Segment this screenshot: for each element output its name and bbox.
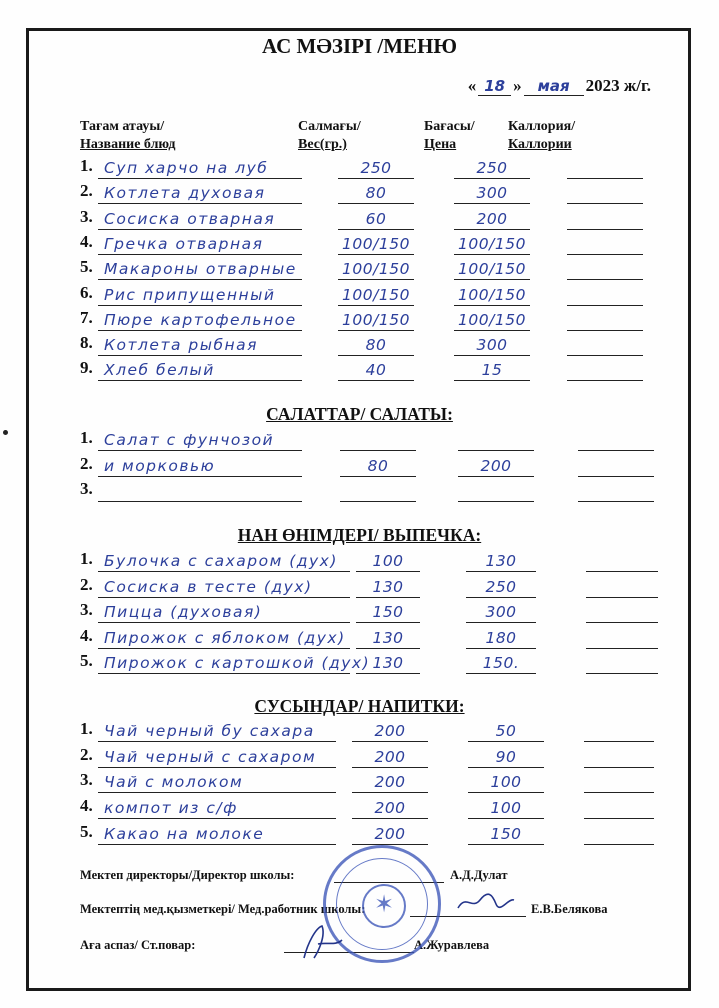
item-calories-cell (567, 285, 643, 306)
item-price-cell (458, 481, 534, 502)
item-weight-cell (352, 798, 428, 819)
item-number: 3. (80, 600, 93, 619)
item-calories-cell (586, 551, 658, 572)
item-number: 3. (80, 206, 93, 226)
item-name-cell (98, 234, 302, 255)
header-calories: Каллория/ Каллории (508, 119, 576, 152)
document-date (468, 76, 651, 96)
item-name: и морковью (104, 456, 216, 475)
item-name: Чай с молоком (104, 773, 244, 792)
item-weight: 200 (374, 799, 406, 818)
item-number: 5. (80, 651, 93, 670)
item-calories-cell (567, 183, 643, 204)
item-number: 5. (80, 821, 93, 841)
item-name-cell (98, 456, 302, 477)
item-name-cell (98, 310, 302, 331)
item-price-cell (466, 577, 536, 598)
chef-handwritten-signature (298, 922, 346, 962)
item-number: 5. (80, 257, 93, 277)
item-price: 250 (476, 159, 508, 177)
item-price: 100 (490, 799, 522, 818)
item-name: Хлеб белый (104, 361, 215, 380)
item-number: 1. (80, 428, 93, 447)
item-weight-cell (352, 721, 428, 742)
item-price-cell (454, 234, 530, 255)
item-name-cell (98, 360, 302, 381)
margin-mark (3, 430, 8, 435)
bakery-title: НАН ӨНІМДЕРІ/ ВЫПЕЧКА: (237, 525, 482, 545)
item-number: 1. (80, 549, 93, 568)
item-price-cell (468, 798, 544, 819)
item-name-cell (98, 577, 350, 598)
item-weight-cell (338, 158, 414, 179)
item-weight: 250 (360, 159, 392, 177)
item-price-cell (454, 209, 530, 230)
item-name: Какао на молоке (104, 824, 265, 843)
item-calories-cell (584, 772, 654, 793)
item-name-cell (98, 259, 302, 280)
item-name-cell (98, 747, 336, 768)
item-weight: 130 (372, 654, 404, 672)
item-price-cell (454, 183, 530, 204)
item-price-cell (458, 456, 534, 477)
item-price-cell (466, 551, 536, 572)
date-month: мая (524, 77, 584, 96)
signature-name-director: А.Д.Дулат (450, 868, 508, 882)
date-year: 2023 ж/г. (585, 76, 651, 95)
item-name: Пирожок с картошкой (дух) (104, 654, 371, 672)
item-calories-cell (586, 577, 658, 598)
item-name: Пюре картофельное (104, 310, 297, 329)
item-calories-cell (567, 360, 643, 381)
item-weight-cell (356, 551, 420, 572)
item-name-cell (98, 209, 302, 230)
item-weight-cell (338, 285, 414, 306)
item-calories-cell (567, 259, 643, 280)
item-weight-cell (338, 234, 414, 255)
item-price: 150 (490, 824, 522, 843)
item-name-cell (98, 285, 302, 306)
item-price: 250 (485, 577, 517, 596)
item-weight-cell (352, 772, 428, 793)
item-weight: 40 (365, 361, 387, 380)
item-number: 3. (80, 770, 93, 790)
item-name: Котлета рыбная (104, 336, 259, 355)
item-weight: 200 (374, 824, 406, 843)
item-calories-cell (567, 310, 643, 331)
item-weight-cell (340, 456, 416, 477)
item-number: 6. (80, 282, 93, 302)
header-price: Бағасы/ Цена (424, 119, 475, 152)
item-name: Суп харчо на луб (104, 159, 269, 177)
item-number: 4. (80, 796, 93, 816)
item-price: 100/150 (458, 285, 526, 304)
item-calories-cell (586, 653, 658, 674)
item-price-cell (458, 430, 534, 451)
item-weight-cell (352, 824, 428, 845)
item-weight-cell (338, 259, 414, 280)
item-calories-cell (567, 234, 643, 255)
item-price: 100/150 (458, 234, 526, 253)
item-calories-cell (567, 209, 643, 230)
item-price: 200 (480, 456, 512, 475)
item-calories-cell (578, 430, 654, 451)
item-number: 2. (80, 744, 93, 764)
item-name-cell (98, 481, 302, 502)
item-name-cell (98, 430, 302, 451)
item-price: 300 (485, 603, 517, 621)
item-price: 90 (495, 747, 517, 766)
item-calories-cell (586, 628, 658, 649)
item-weight: 200 (374, 722, 406, 740)
item-weight: 100/150 (342, 234, 410, 253)
item-name-cell (98, 335, 302, 356)
item-weight: 130 (372, 628, 404, 647)
date-day: 18 (478, 77, 511, 96)
item-weight: 200 (374, 747, 406, 766)
item-weight-cell (352, 747, 428, 768)
item-number: 1. (80, 156, 93, 175)
item-price: 200 (476, 209, 508, 228)
item-price-cell (466, 602, 536, 623)
item-price-cell (454, 285, 530, 306)
header-weight: Салмағы/ Вес(гр.) (298, 119, 361, 152)
item-price: 100/150 (458, 310, 526, 329)
date-open-quote: « (467, 76, 477, 95)
item-name-cell (98, 628, 350, 649)
item-weight: 150 (372, 603, 404, 621)
item-number: 2. (80, 453, 93, 473)
item-name-cell (98, 721, 336, 742)
item-name-cell (98, 158, 302, 179)
item-name: Макароны отварные (104, 260, 297, 279)
item-weight-cell (338, 360, 414, 381)
item-weight-cell (356, 602, 420, 623)
item-name: Чай черный с сахаром (104, 747, 317, 766)
signature-role-medic: Мектептің мед.қызметкері/ Мед.работник школы: (80, 902, 366, 916)
item-number: 4. (80, 231, 93, 251)
medic-handwritten-signature (456, 890, 516, 914)
item-weight: 100/150 (342, 310, 410, 329)
item-price-cell (454, 310, 530, 331)
item-weight-cell (338, 310, 414, 331)
page-title: АС МӘЗІРІ /МЕНЮ (261, 34, 458, 58)
item-price: 100 (490, 773, 522, 792)
item-price-cell (454, 158, 530, 179)
item-weight: 80 (367, 456, 389, 475)
date-close-quote: » (513, 76, 522, 95)
signature-name-chef: А.Журавлева (414, 938, 490, 952)
item-weight: 100/150 (342, 285, 410, 304)
item-weight: 200 (374, 773, 406, 792)
signature-role-chef: Аға аспаз/ Ст.повар: (80, 938, 196, 952)
item-weight-cell (340, 430, 416, 451)
drinks-title: СУСЫНДАР/ НАПИТКИ: (254, 696, 465, 716)
item-price: 50 (495, 722, 517, 740)
item-name-cell (98, 551, 350, 572)
item-number: 4. (80, 625, 93, 645)
item-name-cell (98, 183, 302, 204)
item-name: Сосиска в тесте (дух) (104, 577, 313, 596)
salads-title: САЛАТТАР/ САЛАТЫ: (266, 404, 453, 424)
item-price-cell (466, 653, 536, 674)
item-weight-cell (356, 653, 420, 674)
item-weight: 100/150 (342, 260, 410, 279)
item-calories-cell (578, 481, 654, 502)
item-number: 1. (80, 719, 93, 738)
item-name-cell (98, 824, 336, 845)
signature-name-medic: Е.В.Белякова (531, 902, 608, 916)
item-weight: 100 (372, 552, 404, 570)
item-price-cell (468, 721, 544, 742)
item-price-cell (454, 360, 530, 381)
item-price: 15 (481, 361, 503, 380)
seal-emblem-icon (362, 884, 406, 928)
item-calories-cell (584, 824, 654, 845)
item-price: 100/150 (458, 260, 526, 279)
item-price: 300 (476, 336, 508, 355)
item-name-cell (98, 653, 371, 674)
item-name: Булочка с сахаром (дух) (104, 552, 338, 570)
item-weight-cell (340, 481, 416, 502)
item-weight-cell (338, 183, 414, 204)
item-number: 9. (80, 358, 93, 378)
item-weight: 60 (365, 209, 387, 228)
item-calories-cell (586, 602, 658, 623)
item-price: 300 (476, 184, 508, 203)
item-price: 180 (485, 628, 517, 647)
item-weight: 130 (372, 577, 404, 596)
item-price: 130 (485, 552, 517, 570)
item-name: Пирожок с яблоком (дух) (104, 628, 346, 647)
item-name-cell (98, 798, 336, 819)
item-name: Гречка отварная (104, 234, 264, 253)
item-name: Чай черный бу сахара (104, 722, 315, 740)
item-number: 7. (80, 307, 93, 327)
item-weight-cell (338, 335, 414, 356)
item-calories-cell (567, 158, 643, 179)
item-name: Котлета духовая (104, 184, 266, 203)
header-name: Тағам атауы/ Название блюд (80, 119, 176, 152)
item-price-cell (454, 335, 530, 356)
item-number: 2. (80, 574, 93, 594)
item-weight-cell (356, 628, 420, 649)
item-price-cell (468, 747, 544, 768)
item-calories-cell (567, 335, 643, 356)
item-weight: 80 (365, 336, 387, 355)
item-name: компот из с/ф (104, 799, 238, 818)
item-calories-cell (584, 747, 654, 768)
item-name: Рис припущенный (104, 285, 276, 304)
item-calories-cell (578, 456, 654, 477)
signature-role-director: Мектеп директоры/Директор школы: (80, 868, 295, 882)
item-calories-cell (584, 721, 654, 742)
item-weight: 80 (365, 184, 387, 203)
item-number: 2. (80, 181, 93, 201)
item-number: 8. (80, 333, 93, 353)
item-name-cell (98, 602, 350, 623)
item-weight-cell (338, 209, 414, 230)
item-name: Сосиска отварная (104, 209, 276, 228)
item-name-cell (98, 772, 336, 793)
item-calories-cell (584, 798, 654, 819)
item-price-cell (468, 772, 544, 793)
item-price-cell (454, 259, 530, 280)
item-name: Салат с фунчозой (104, 431, 275, 449)
item-price-cell (466, 628, 536, 649)
item-weight-cell (356, 577, 420, 598)
item-name: Пицца (духовая) (104, 603, 263, 621)
item-number: 3. (80, 479, 93, 498)
item-price: 150. (482, 654, 520, 672)
item-price-cell (468, 824, 544, 845)
